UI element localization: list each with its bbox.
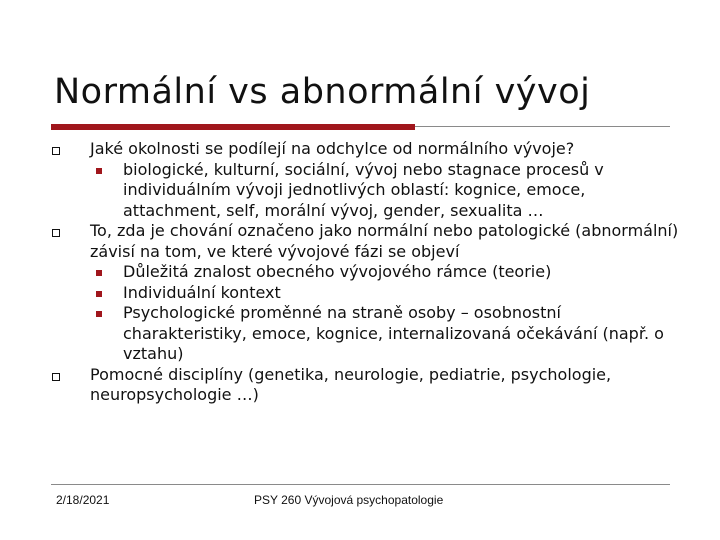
filled-square-bullet-icon — [96, 270, 102, 276]
bullet-item — [51, 139, 681, 221]
sub-bullet-item — [90, 160, 681, 222]
footer-divider — [51, 484, 670, 485]
bullet-item — [51, 221, 681, 365]
hollow-square-bullet-icon — [52, 229, 60, 237]
slide-title: Normální vs abnormální vývoj — [54, 72, 591, 112]
sub-bullet-text: Individuální kontext — [123, 282, 281, 302]
bullet-text: Pomocné disciplíny (genetika, neurologie, pediatrie, psychologie, neuropsychologie …) — [90, 364, 612, 404]
title-accent-bar — [51, 124, 415, 130]
sub-bullet-item — [90, 283, 681, 304]
sub-bullet-text: Psychologické proměnné na straně osoby – osobnostní charakteristiky, emoce, kognice, internalizovaná očekávání (např. o vztahu) — [123, 303, 664, 363]
bullet-item — [51, 365, 681, 406]
bullet-text: To, zda je chování označeno jako normální nebo patologické (abnormální) závisí na tom, ve které vývojové fázi se objeví — [90, 221, 679, 261]
sub-bullet-text: biologické, kulturní, sociální, vývoj nebo stagnace procesů v individuálním vývoji jednotlivých oblastí: kognice, emoce, attachment, self, morální vývoj, gender, sexualita … — [123, 159, 604, 220]
sub-bullet-text: Důležitá znalost obecného vývojového rámce (teorie) — [123, 262, 552, 281]
hollow-square-bullet-icon — [52, 147, 60, 155]
bullet-text: Jaké okolnosti se podílejí na odchylce od normálního vývoje? — [90, 139, 575, 158]
hollow-square-bullet-icon — [52, 373, 60, 381]
filled-square-bullet-icon — [96, 291, 102, 297]
filled-square-bullet-icon — [96, 168, 102, 174]
sub-bullet-item — [90, 262, 681, 283]
filled-square-bullet-icon — [96, 311, 102, 317]
sub-bullet-item — [90, 303, 681, 365]
footer-date: 2/18/2021 — [56, 493, 110, 507]
footer-title: PSY 260 Vývojová psychopatologie — [254, 493, 444, 507]
slide-content — [51, 139, 681, 406]
